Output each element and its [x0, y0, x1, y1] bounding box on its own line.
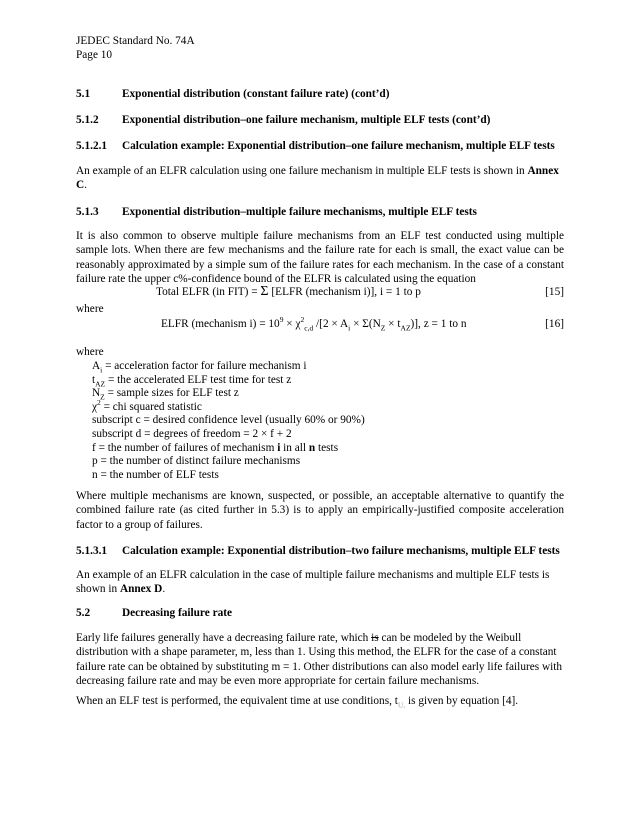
annex-c-paragraph: An example of an ELFR calculation using one failure mechanism in multiple ELF tests is shown in Annex C. [76, 165, 559, 192]
definition-ai: $A_i$ = acceleration factor for failure mechanism i [92, 360, 307, 375]
definition-subscript-d: subscript d = degrees of freedom = 2 × f + 2 [92, 427, 292, 440]
definition-chi: $\chi^2$ = chi squared statistic [92, 398, 202, 413]
definition-taz: $t_{AZ}$ = the accelerated ELF test time for test z [92, 373, 292, 388]
definition-n: n = the number of ELF tests [92, 468, 219, 481]
section-number: 5.1 [76, 88, 91, 100]
decreasing-failure-rate-paragraph: Early life failures generally have a decreasing failure rate, which is can be modeled by the Weibull distribution with a shape parameter, m, less than 1. Using this method, the ELFR for the case of a constant failure rate can be obtained by substituting m = 1. Other distributions can also model early life failures with decreasing failure rate and may be even more appropriate for certain failure mechanisms. [76, 632, 563, 687]
annex-c-reference: Annex C [76, 165, 559, 192]
multiple-mechanisms-paragraph: It is also common to observe multiple failure mechanisms from an ELF test conducted using multiple sample lots. When there are few mechanisms and the failure rate for each is small, the exact value can be reasonably approximated by a simple sum of the failure rates for each mechanism. In the case of a constant failure rate the upper c%-confidence bound of the ELFR is calculated using the equation [76, 230, 564, 285]
section-title: Exponential distribution–one failure mechanism, multiple ELF tests (cont’d) [122, 114, 491, 126]
equation-number: [15] [545, 286, 564, 298]
variable-definitions [92, 359, 552, 481]
section-number: 5.1.3.1 [76, 545, 108, 557]
definition-f: f = the number of failures of mechanism i in all n tests [92, 441, 339, 454]
section-title: Calculation example: Exponential distribution–one failure mechanism, multiple ELF tests [122, 140, 555, 152]
standard-number: JEDEC Standard No. 74A [76, 35, 195, 47]
equation-number: [16] [545, 318, 564, 330]
page-number: Page 10 [76, 49, 113, 62]
annex-d-paragraph: An example of an ELFR calculation in the case of multiple failure mechanisms and multiple ELF tests is shown in Annex D. [76, 569, 550, 596]
where-label: where [76, 303, 104, 315]
section-title: Exponential distribution (constant failure rate) (cont’d) [122, 88, 390, 100]
section-5-1-2-1-heading [76, 139, 564, 153]
section-5-1-heading [76, 87, 564, 101]
where-label: where [76, 346, 104, 358]
section-number: 5.1.2 [76, 114, 99, 126]
section-number: 5.1.2.1 [76, 140, 108, 152]
section-5-1-2-heading [76, 113, 564, 127]
section-number: 5.2 [76, 607, 91, 619]
section-title: Calculation example: Exponential distribution–two failure mechanisms, multiple ELF tests [122, 545, 560, 557]
section-5-1-3-heading [76, 205, 564, 219]
sigma-symbol: Σ [260, 284, 269, 299]
struck-text: is [371, 632, 379, 644]
section-5-1-3-1-heading [76, 544, 564, 558]
annex-d-reference: Annex D [119, 583, 163, 596]
equation-16-body: ELFR (mechanism $i) = 10^9 \times \chi^2_{c,d}$ $/[2 \times A_i \times \Sigma(N_Z \times t_{AZ})]$, z = 1 to n [161, 315, 467, 333]
definition-nz: $N_Z$ = sample sizes for ELF test z [92, 387, 239, 402]
running-header [76, 34, 564, 63]
definition-p: p = the number of distinct failure mechanisms [92, 455, 301, 468]
composite-acceleration-paragraph: Where multiple mechanisms are known, suspected, or possible, an acceptable alternative to quantify the combined failure rate (as cited further in 5.3) is to apply an empirically-justified composite acceleration factor to a group of failures. [76, 490, 564, 531]
equivalent-time-paragraph: When an ELF test is performed, the equivalent time at use conditions, $t_{U,}$ is given by equation [4]. [76, 695, 519, 710]
section-title: Exponential distribution–multiple failure mechanisms, multiple ELF tests [122, 206, 477, 218]
section-title: Decreasing failure rate [122, 607, 233, 619]
definition-subscript-c: subscript c = desired confidence level (usually 60% or 90%) [92, 414, 365, 427]
equation-16 [76, 317, 564, 332]
equation-15 [76, 285, 564, 300]
section-5-2-heading [76, 606, 564, 620]
equation-15-body: Total ELFR (in FIT) = Σ [ELFR (mechanism i)], i = 1 to p [156, 284, 421, 299]
section-number: 5.1.3 [76, 206, 99, 218]
